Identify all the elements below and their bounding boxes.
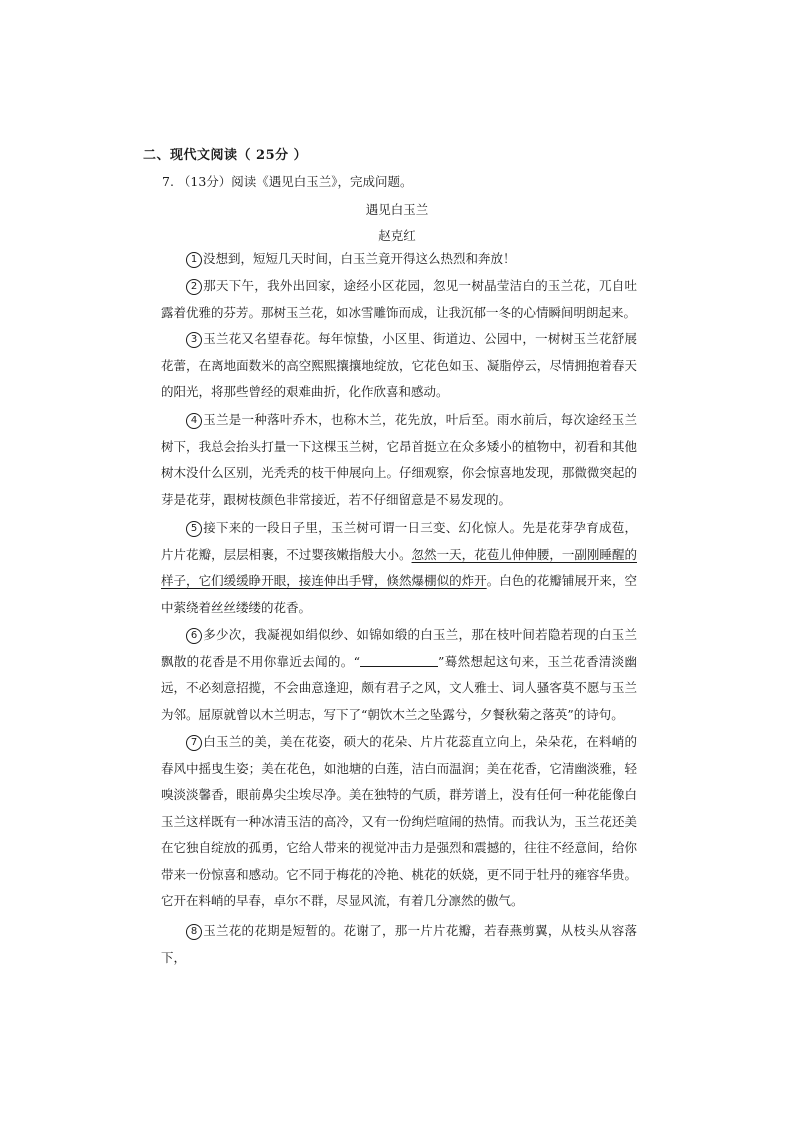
paragraph-number: 7 <box>186 735 202 751</box>
section-heading: 二、现代文阅读（ 25分 ） <box>143 148 308 163</box>
paragraph-text: 多少次，我凝视如绢似纱、如锦如缎的白玉兰，那在枝叶间若隐若现的白玉兰飘散的花香是不用你靠近去闻的。“ <box>161 627 637 669</box>
paragraph-2 <box>161 273 637 326</box>
paragraph-6 <box>161 622 637 728</box>
question-prompt: 7. （13分）阅读《遇见白玉兰》，完成问题。 <box>162 174 413 189</box>
paragraph-number: 2 <box>186 279 202 295</box>
paragraph-3 <box>161 326 637 406</box>
article-author: 赵克红 <box>378 228 416 243</box>
underlined-sentence: 忽然一天，花苞儿伸伸腰，一副刚睡醒的样子，它们缓缓睁开眼，接连伸出手臂，倏然爆棚似的炸开 <box>161 546 637 588</box>
paragraph-8 <box>161 918 637 971</box>
paragraph-number: 3 <box>186 332 202 348</box>
paragraph-text: 玉兰花又名望春花。每年惊蛰，小区里、街道边、公园中，一树树玉兰花舒展花蕾，在离地面数米的高空熙熙攘攘地绽放，它花色如玉、凝脂停云，尽情拥抱着春天的阳光，将那些曾经的艰难曲折，化作欣喜和感动。 <box>161 331 637 399</box>
paragraph-number: 6 <box>186 628 202 644</box>
paragraph-4 <box>161 407 637 513</box>
paragraph-text: 那天下午，我外出回家，途经小区花园，忽见一树晶莹洁白的玉兰花，兀自吐露着优雅的芬芳。那树玉兰花，如冰雪雕饰而成，让我沉郁一冬的心情瞬间明朗起来。 <box>161 278 637 320</box>
paragraph-text: 白玉兰的美，美在花姿，硕大的花朵、片片花蕊直立向上，朵朵花，在料峭的春风中摇曳生姿；美在花色，如池塘的白莲，洁白而温润；美在花香，它清幽淡雅，轻嗅淡淡馨香，眼前鼻尖尘埃尽净。美在独特的气质，群芳谱上，没有任何一种花能像白玉兰这样既有一种冰清玉洁的高冷，又有一份绚烂喧闹的热情。而我认为，玉兰花还美在它独自绽放的孤勇，它给人带来的视觉冲击力是强烈和震撼的，往往不经意间，给你带来一份惊喜和感动。它不同于梅花的冷艳、桃花的妖娆，更不同于牡丹的雍容华贵。它开在料峭的早春，卓尔不群，尽显风流，有着几分凛然的傲气。 <box>161 734 637 908</box>
paragraph-1 <box>161 246 637 273</box>
paragraph-text-tail: ”蓦然想起这句来，玉兰花香清淡幽远，不必刻意招揽，不会曲意逢迎，颇有君子之风，文人雅士、词人骚客莫不愿与玉兰为邻。屈原就曾以木兰明志，写下了“朝饮木兰之坠露兮，夕餐秋菊之落英”的诗句。 <box>161 653 637 722</box>
paragraph-text-tail: 。白色的花瓣铺展开来，空中萦绕着丝丝缕缕的花香。 <box>161 573 637 615</box>
paragraph-text: 玉兰是一种落叶乔木，也称木兰，花先放，叶后至。雨水前后，每次途经玉兰树下，我总会抬头打量一下这棵玉兰树，它昂首挺立在众多矮小的植物中，初看和其他树木没什么区别，光秃秃的枝干伸展向上。仔细观察，你会惊喜地发现，那微微突起的芽是花芽，跟树枝颜色非常接近，若不仔细留意是不易发现的。 <box>161 412 637 507</box>
paragraph-7 <box>161 729 637 915</box>
paragraph-number: 1 <box>186 252 202 268</box>
paragraph-text: 玉兰花的花期是短暂的。花谢了，那一片片花瓣，若春燕剪翼，从枝头从容落下， <box>161 923 637 965</box>
article-title: 遇见白玉兰 <box>365 202 429 217</box>
paragraph-number: 8 <box>186 924 202 940</box>
paragraph-text: 接下来的一段日子里，玉兰树可谓一日三变、幻化惊人。先是花芽孕育成苞，片片花瓣，层层相裹，不过婴孩嫩指般大小。 <box>161 520 637 562</box>
paragraph-5 <box>161 515 637 621</box>
paragraph-number: 4 <box>186 413 202 429</box>
paragraph-text: 没想到，短短几天时间，白玉兰竟开得这么热烈和奔放！ <box>203 251 516 266</box>
fill-in-blank[interactable] <box>360 654 438 667</box>
paragraph-number: 5 <box>186 521 202 537</box>
